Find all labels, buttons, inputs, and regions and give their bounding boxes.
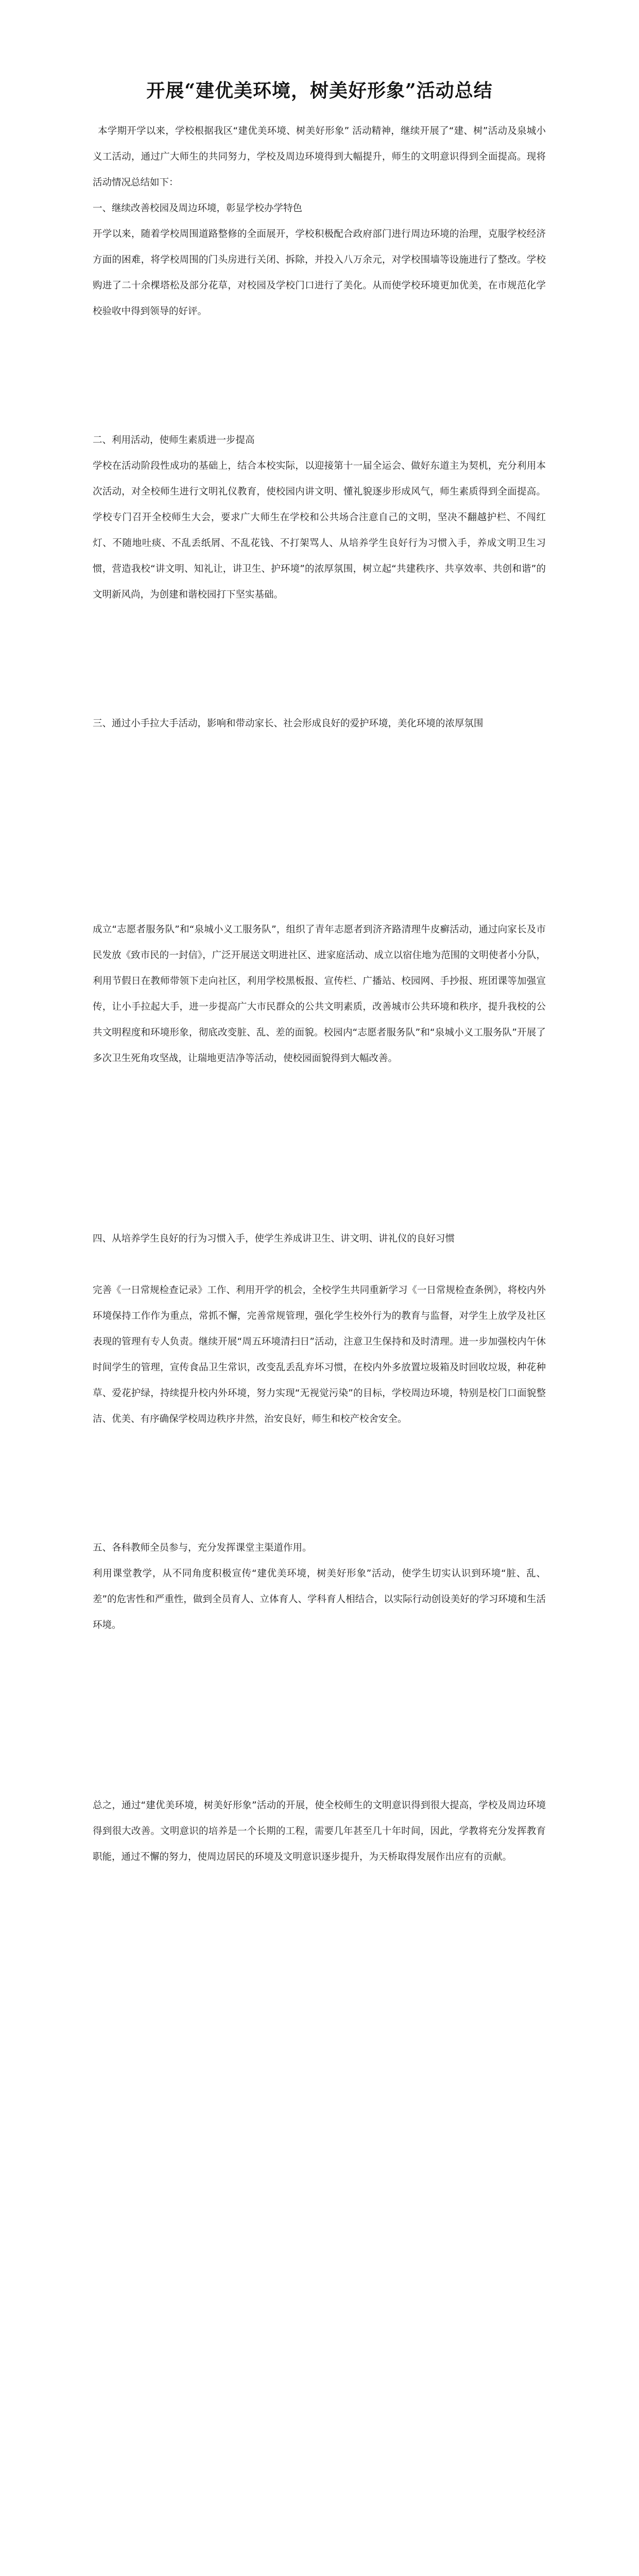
- section-2-body: 学校在活动阶段性成功的基础上，结合本校实际，以迎接第十一届全运会、做好东道主为契机，充分利用本次活动，对全校师生进行文明礼仪教育，使校园内讲文明、懂礼貌逐步形成风气，师生素质得到全面提高。学校专门召开全校师生大会，要求广大师生在学校和公共场合注意自己的文明，坚决不翻越护栏、不闯红灯、不随地吐痰、不乱丢纸屑、不乱花钱、不打架骂人、从培养学生良好行为习惯入手，养成文明卫生习惯，营造我校“讲文明、知礼让，讲卫生、护环境”的浓厚氛围，树立起“共建秩序、共享效率、共创和谐”的文明新风尚，为创建和谐校园打下坚实基础。: [93, 461, 546, 600]
- page-title: 开展“建优美环境，树美好形象”活动总结: [146, 80, 493, 101]
- section-3-heading: 三、通过小手拉大手活动，影响和带动家长、社会形成良好的爱护环境，美化环境的浓厚氛围: [93, 718, 483, 729]
- section-2-heading: 二、利用活动，使师生素质进一步提高: [93, 435, 255, 446]
- intro-paragraph: 本学期开学以来，学校根据我区“建优美环境、树美好形象” 活动精神，继续开展了“建、树”活动及泉城小义工活动，通过广大师生的共同努力，学校及周边环境得到大幅提升，师生的文明意识得到全面提高。现将活动情况总结如下：: [93, 126, 546, 188]
- section-1-heading: 一、继续改善校园及周边环境，彰显学校办学特色: [93, 203, 303, 214]
- section-1-body: 开学以来，随着学校周围道路整修的全面展开，学校积极配合政府部门进行周边环境的治理，克服学校经济方面的困难，将学校周围的门头房进行关闭、拆除，并投入八万余元，对学校围墙等设施进行了整改。学校购进了二十余棵塔松及部分花草，对校园及学校门口进行了美化。从而使学校环境更加优美，在市规范化学校验收中得到领导的好评。: [93, 229, 546, 317]
- conclusion-paragraph: 总之，通过“建优美环境，树美好形象”活动的开展，使全校师生的文明意识得到很大提高，学校及周边环境得到很大改善。文明意识的培养是一个长期的工程，需要几年甚至几十年时间，因此，学教将充分发挥教育职能，通过不懈的努力，使周边居民的环境及文明意识逐步提升，为天桥取得发展作出应有的贡献。: [93, 1800, 546, 1862]
- section-5-heading: 五、各科教师全员参与，充分发挥课堂主渠道作用。: [93, 1543, 312, 1553]
- section-3-body: 成立“志愿者服务队”和“泉城小义工服务队”，组织了青年志愿者到济齐路清理牛皮癣活动，通过向家长及市民发放《致市民的一封信》，广泛开展送文明进社区、进家庭活动、成立以宿住地为范围的文明使者小分队，利用节假日在教师带领下走向社区，利用学校黑板报、宣传栏、广播站、校园网、手抄报、班团课等加强宣传，让小手拉起大手，进一步提高广大市民群众的公共文明素质，改善城市公共环境和秩序，提升我校的公共文明程度和环境形象，彻底改变脏、乱、差的面貌。校园内“志愿者服务队”和“泉城小义工服务队”开展了多次卫生死角攻坚战，让瑞地更洁净等活动，使校园面貌得到大幅改善。: [93, 924, 546, 1064]
- section-4-body: 完善《一日常规检查记录》工作、利用开学的机会，全校学生共同重新学习《一日常规检查条例》，将校内外环境保持工作作为重点，常抓不懈，完善常规管理，强化学生校外行为的教育与监督，对学生上放学及社区表现的管理有专人负责。继续开展“周五环境清扫日”活动，注意卫生保持和及时清理。进一步加强校内午休时间学生的管理，宣传食品卫生常识，改变乱丢乱弃坏习惯，在校内外多放置垃圾箱及时回收垃圾，种花种草、爱花护绿，持续提升校内外环境，努力实现“无视觉污染”的目标，学校周边环境，特别是校门口面貌整洁、优美、有序确保学校周边秩序井然，治安良好，师生和校产校舍安全。: [93, 1285, 546, 1425]
- section-4-heading: 四、从培养学生良好的行为习惯入手，使学生养成讲卫生、讲文明、讲礼仪的良好习惯: [93, 1233, 455, 1244]
- section-5-body: 利用课堂教学，从不同角度积极宣传“建优美环境，树美好形象”活动，使学生切实认识到环境“脏、乱、差”的危害性和严重性，做到全员育人、立体育人、学科育人相结合，以实际行动创设美好的学习环境和生活环境。: [93, 1568, 546, 1631]
